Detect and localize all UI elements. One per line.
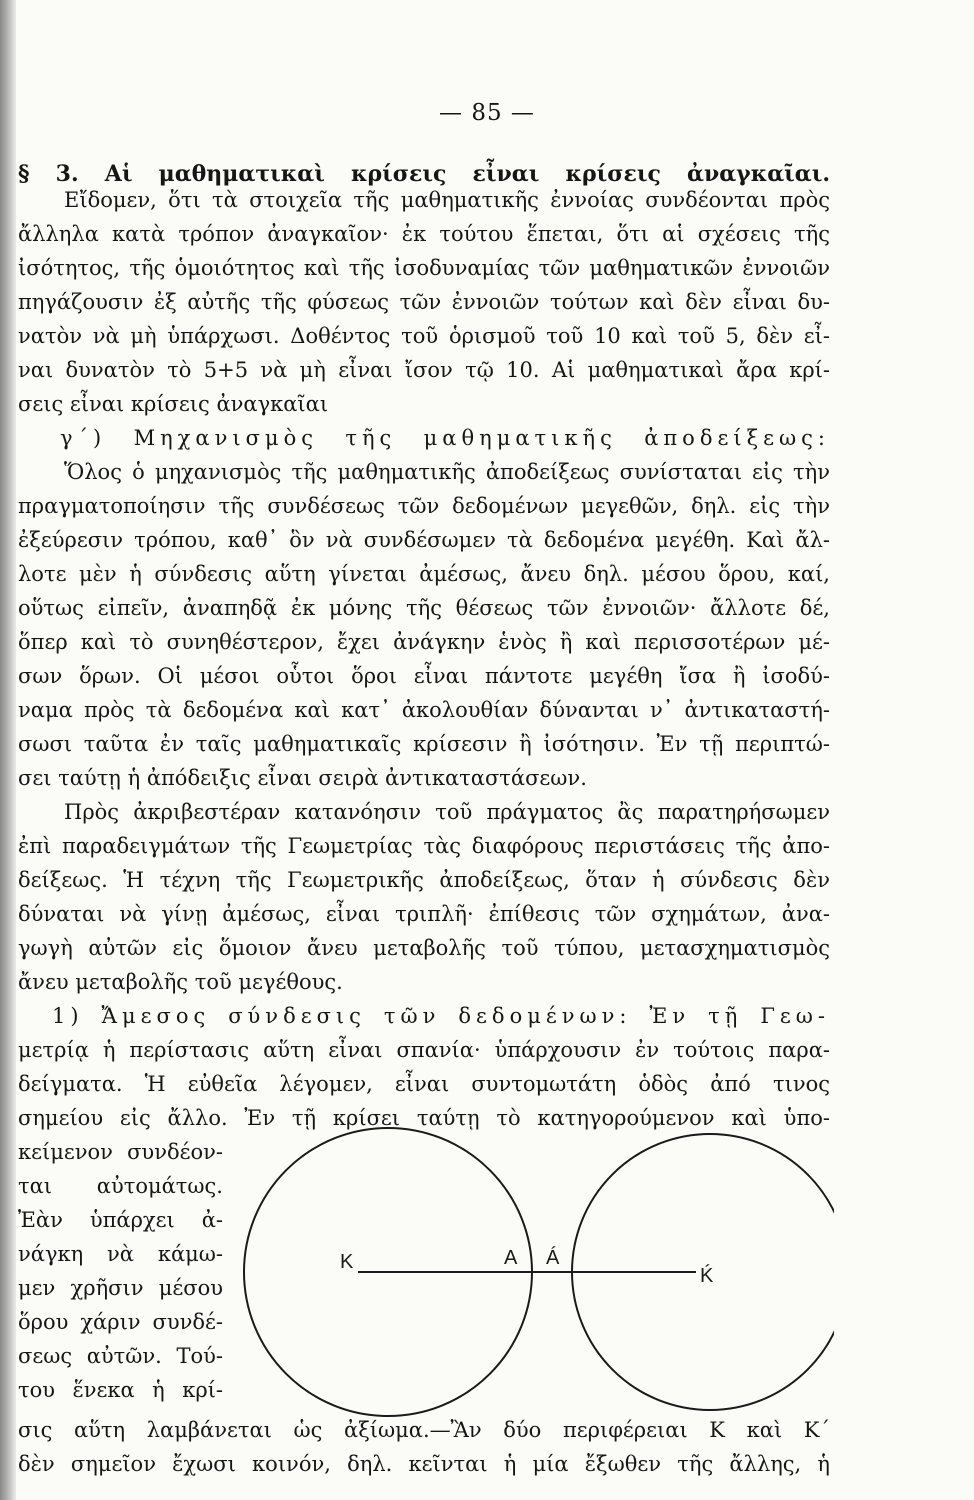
text-line: σημείου εἰς ἄλλο. Ἐν τῇ κρίσει ταύτῃ τὸ κατηγορούμενον καὶ ὑπο- bbox=[18, 1106, 830, 1130]
text-line: Πρὸς ἀκριβεστέραν κατανόησιν τοῦ πράγματος ἂς παρατηρήσωμεν bbox=[64, 800, 830, 824]
text-line: δὲν σημεῖον ἔχωσι κοινόν, δηλ. κεῖνται ἡ μία ἔξωθεν τῆς ἄλλης, ἡ bbox=[18, 1452, 830, 1476]
text-line: ἐξεύρεσιν τρόπου, καθ᾽ ὃν νὰ συνδέσωμεν τὰ δεδομένα μεγέθη. Καὶ ἄλ- bbox=[18, 528, 830, 552]
text-line: ἐπὶ παραδειγμάτων τῆς Γεωμετρίας τὰς διαφόρους περιστάσεις τῆς ἀπο- bbox=[18, 834, 830, 858]
text-line: ἄλληλα κατὰ τρόπον ἀναγκαῖον· ἐκ τούτου ἕπεται, ὅτι αἱ σχέσεις τῆς bbox=[18, 222, 830, 246]
label-k-prime: Ḱ bbox=[700, 1265, 714, 1287]
text-line: μετρίᾳ ἡ περίστασις αὕτη εἶναι σπανία· ὑπάρχουσιν ἐν τούτοις παρα- bbox=[18, 1038, 830, 1062]
text-line: λοτε μὲν ἡ σύνδεσις αὕτη γίνεται ἀμέσως, ἄνευ δηλ. μέσου ὅρου, καί, bbox=[18, 562, 830, 586]
text-line: ἰσότητος, τῆς ὁμοιότητος καὶ τῆς ἰσοδυναμίας τῶν μαθηματικῶν ἐννοιῶν bbox=[18, 256, 830, 280]
text-line: δείγματα. Ἡ εὐθεῖα λέγομεν, εἶναι συντομωτάτη ὁδὸς ἀπό τινος bbox=[18, 1072, 830, 1096]
text-line: σις αὕτη λαμβάνεται ὡς ἀξίωμα.—Ἂν δύο περιφέρειαι Κ καὶ Κ΄ bbox=[18, 1418, 830, 1442]
text-line: ἄνευ μεταβολῆς τοῦ μεγέθους. bbox=[18, 970, 343, 994]
two-circles-figure bbox=[234, 1118, 834, 1438]
subsection-heading: γ΄) Μηχανισμὸς τῆς μαθηματικῆς ἀποδείξεως: bbox=[60, 426, 830, 450]
text-line: 1) Ἄμεσος σύνδεσις τῶν δεδομένων: Ἐν τῇ Γεω- bbox=[52, 1004, 830, 1028]
text-line: πηγάζουσιν ἐξ αὐτῆς τῆς φύσεως τῶν ἐννοιῶν τούτων καὶ δὲν εἶναι δυ- bbox=[18, 290, 830, 314]
label-a: A bbox=[504, 1247, 518, 1269]
text-line: σεις εἶναι κρίσεις ἀναγκαῖαι bbox=[18, 392, 329, 416]
text-line: Εἴδομεν, ὅτι τὰ στοιχεῖα τῆς μαθηματικῆς ἐννοίας συνδέονται πρὸς bbox=[64, 188, 830, 212]
text-line: σεως αὐτῶν. Τού- bbox=[18, 1344, 223, 1368]
page-binding-edge bbox=[0, 0, 16, 1500]
page-number: — 85 — bbox=[439, 100, 535, 126]
text-line: ὅπερ καὶ τὸ συνηθέστερον, ἔχει ἀνάγκην ἑνὸς ἢ καὶ περισσοτέρων μέ- bbox=[18, 630, 830, 654]
text-line: μεν χρῆσιν μέσου bbox=[18, 1276, 223, 1300]
text-line: του ἕνεκα ἡ κρί- bbox=[18, 1378, 223, 1402]
text-line: γωγὴ αὐτῶν εἰς ὅμοιον ἄνευ μεταβολῆς τοῦ τύπου, μετασχηματισμὸς bbox=[18, 936, 830, 960]
text-line: ναι δυνατὸν τὸ 5+5 νὰ μὴ εἶναι ἴσον τῷ 10. Αἱ μαθηματικαὶ ἄρα κρί- bbox=[18, 358, 830, 382]
text-line: νατὸν νὰ μὴ ὑπάρχωσι. Δοθέντος τοῦ ὁρισμοῦ τοῦ 10 καὶ τοῦ 5, δὲν εἶ- bbox=[18, 324, 830, 348]
text-line: Ὅλος ὁ μηχανισμὸς τῆς μαθηματικῆς ἀποδείξεως συνίσταται εἰς τὴν bbox=[64, 460, 830, 484]
text-line: ὅρου χάριν συνδέ- bbox=[18, 1310, 223, 1334]
text-line: κείμενον συνδέον- bbox=[18, 1140, 223, 1164]
text-line: δύναται νὰ γίνῃ ἀμέσως, εἶναι τριπλῆ· ἐπίθεσις τῶν σχημάτων, ἀνα- bbox=[18, 902, 830, 926]
text-line: σων ὅρων. Οἱ μέσοι οὗτοι ὅροι εἶναι πάντοτε μεγέθη ἴσα ἢ ἰσοδύ- bbox=[18, 664, 830, 688]
text-line: ναμα πρὸς τὰ δεδομένα καὶ κατ᾽ ἀκολουθίαν δύνανται ν᾽ ἀντικαταστή- bbox=[18, 698, 830, 722]
text-line: σωσι ταῦτα ἐν ταῖς μαθηματικαῖς κρίσεσιν ἢ ἰσότησιν. Ἐν τῇ περιπτώ- bbox=[18, 732, 830, 756]
label-k: K bbox=[340, 1251, 354, 1273]
text-line: σει ταύτῃ ἡ ἀπόδειξις εἶναι σειρὰ ἀντικαταστάσεων. bbox=[18, 766, 587, 790]
text-line: νάγκη νὰ κάμω- bbox=[18, 1242, 223, 1266]
label-a-prime: Á bbox=[546, 1247, 560, 1269]
text-line: δείξεως. Ἡ τέχνη τῆς Γεωμετρικῆς ἀποδείξεως, ὅταν ἡ σύνδεσις δὲν bbox=[18, 868, 830, 892]
section-heading: § 3. Αἱ μαθηματικαὶ κρίσεις εἶναι κρίσεις ἀναγκαῖαι. bbox=[18, 161, 830, 187]
text-line: οὕτως εἰπεῖν, ἀναπηδᾷ ἐκ μόνης τῆς θέσεως τῶν ἐννοιῶν· ἄλλοτε δέ, bbox=[18, 596, 830, 620]
text-line: ται αὐτομάτως. bbox=[18, 1174, 223, 1198]
text-line: Ἐὰν ὑπάρχει ἀ- bbox=[18, 1208, 223, 1232]
text-line: πραγματοποίησιν τῆς συνδέσεως τῶν δεδομένων μεγεθῶν, δηλ. εἰς τὴν bbox=[18, 494, 830, 518]
